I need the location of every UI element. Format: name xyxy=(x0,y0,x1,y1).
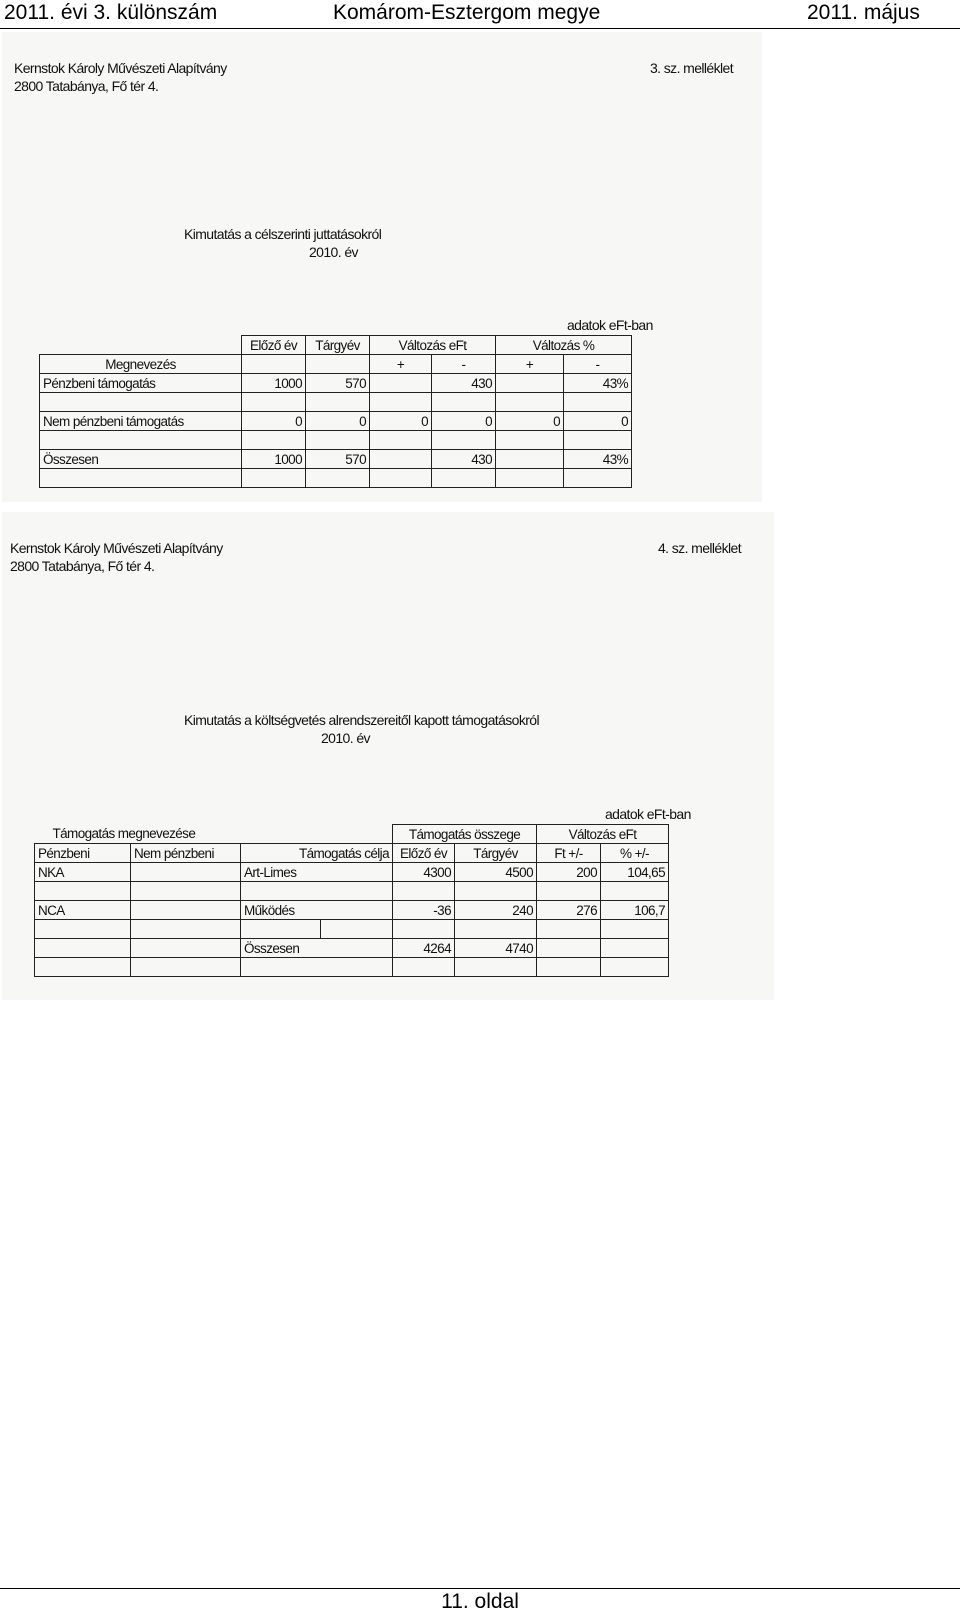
annex4-col-prev: Előző év xyxy=(393,844,455,863)
row-pct-minus: 43% xyxy=(564,374,632,393)
row-ft: 200 xyxy=(537,863,601,882)
annex3-org-name: Kernstok Károly Művészeti Alapítvány xyxy=(14,60,227,76)
row-curr: 4740 xyxy=(455,939,537,958)
row-prev: -36 xyxy=(393,901,455,920)
table-row xyxy=(40,412,632,431)
annex4-org-address: 2800 Tatabánya, Fő tér 4. xyxy=(10,558,155,574)
header-issue: 2011. évi 3. különszám xyxy=(4,1,218,24)
annex3-col-name: Megnevezés xyxy=(40,355,242,374)
annex4-label: 4. sz. melléklet xyxy=(658,540,741,556)
annex3-scan xyxy=(2,32,762,502)
row-cash: NCA xyxy=(35,901,131,920)
row-cash: NKA xyxy=(35,863,131,882)
page-header xyxy=(0,0,960,29)
row-eft-plus: 0 xyxy=(370,412,432,431)
row-name: Összesen xyxy=(40,450,242,469)
annex4-col-noncash: Nem pénzbeni xyxy=(131,844,241,863)
annex4-year: 2010. év xyxy=(321,730,370,746)
annex4-org-name: Kernstok Károly Művészeti Alapítvány xyxy=(10,540,223,556)
footer-divider xyxy=(0,1588,960,1589)
annex4-scan xyxy=(2,512,774,1000)
row-purpose: Art-Limes xyxy=(241,863,393,882)
table-row xyxy=(35,863,669,882)
row-eft-plus xyxy=(370,374,432,393)
annex4-title: Kimutatás a költségvetés alrendszereitől kapott támogatásokról xyxy=(184,712,540,728)
annex4-col-purpose: Támogatás célja xyxy=(241,844,393,863)
row-curr: 570 xyxy=(306,374,370,393)
row-name: Nem pénzbeni támogatás xyxy=(40,412,242,431)
annex3-year: 2010. év xyxy=(309,244,358,260)
annex4-col-cash: Pénzbeni xyxy=(35,844,131,863)
annex4-unit: adatok eFt-ban xyxy=(605,806,691,822)
annex3-table xyxy=(39,335,632,488)
annex3-col-pct-plus: + xyxy=(496,355,564,374)
row-pct: 106,7 xyxy=(601,901,669,920)
annex4-col-ft: Ft +/- xyxy=(537,844,601,863)
table-row-empty xyxy=(40,431,632,450)
row-noncash xyxy=(131,939,241,958)
page-number: 11. oldal xyxy=(441,1590,519,1613)
annex3-header-row-1 xyxy=(40,336,632,355)
annex4-group-change: Változás eFt xyxy=(537,825,669,844)
annex3-col-eft-minus: - xyxy=(432,355,496,374)
annex4-header-row-1 xyxy=(35,825,669,844)
table-row-empty xyxy=(35,920,669,939)
row-curr: 0 xyxy=(306,412,370,431)
row-pct-plus xyxy=(496,374,564,393)
annex3-title: Kimutatás a célszerinti juttatásokról xyxy=(184,226,382,242)
row-pct-minus: 43% xyxy=(564,450,632,469)
annex4-col-pct: % +/- xyxy=(601,844,669,863)
annex3-col-chg-pct: Változás % xyxy=(496,336,632,355)
table-row-empty xyxy=(35,882,669,901)
row-pct-minus: 0 xyxy=(564,412,632,431)
annex3-col-chg-eft: Változás eFt xyxy=(370,336,496,355)
annex4-group-name: Támogatás megnevezése xyxy=(35,825,393,844)
row-name: Pénzbeni támogatás xyxy=(40,374,242,393)
row-prev: 4264 xyxy=(393,939,455,958)
annex4-col-curr: Tárgyév xyxy=(455,844,537,863)
row-eft-minus: 0 xyxy=(432,412,496,431)
table-row-empty xyxy=(35,958,669,977)
row-ft: 276 xyxy=(537,901,601,920)
annex3-label: 3. sz. melléklet xyxy=(650,60,733,76)
table-row-empty xyxy=(40,469,632,488)
row-pct-plus: 0 xyxy=(496,412,564,431)
annex4-header-row-2 xyxy=(35,844,669,863)
row-noncash xyxy=(131,863,241,882)
row-eft-minus: 430 xyxy=(432,450,496,469)
annex4-group-amount: Támogatás összege xyxy=(393,825,537,844)
row-curr: 240 xyxy=(455,901,537,920)
annex3-org-address: 2800 Tatabánya, Fő tér 4. xyxy=(14,78,159,94)
row-curr: 4500 xyxy=(455,863,537,882)
table-row-empty xyxy=(40,393,632,412)
annex3-unit: adatok eFt-ban xyxy=(567,317,653,333)
table-row xyxy=(35,901,669,920)
annex3-col-prev: Előző év xyxy=(242,336,306,355)
table-row xyxy=(35,939,669,958)
row-prev: 4300 xyxy=(393,863,455,882)
row-ft xyxy=(537,939,601,958)
row-pct: 104,65 xyxy=(601,863,669,882)
row-purpose: Működés xyxy=(241,901,393,920)
row-prev: 0 xyxy=(242,412,306,431)
row-noncash xyxy=(131,901,241,920)
table-row xyxy=(40,374,632,393)
annex3-col-eft-plus: + xyxy=(370,355,432,374)
annex3-col-pct-minus: - xyxy=(564,355,632,374)
row-purpose: Összesen xyxy=(241,939,393,958)
header-date: 2011. május xyxy=(807,1,920,24)
row-prev: 1000 xyxy=(242,450,306,469)
row-pct-plus xyxy=(496,450,564,469)
annex3-header-row-2 xyxy=(40,355,632,374)
header-county: Komárom-Esztergom megye xyxy=(333,1,601,24)
row-pct xyxy=(601,939,669,958)
row-eft-plus xyxy=(370,450,432,469)
annex4-table xyxy=(34,824,669,977)
row-curr: 570 xyxy=(306,450,370,469)
annex3-col-curr: Tárgyév xyxy=(306,336,370,355)
row-eft-minus: 430 xyxy=(432,374,496,393)
table-row xyxy=(40,450,632,469)
row-prev: 1000 xyxy=(242,374,306,393)
row-cash xyxy=(35,939,131,958)
